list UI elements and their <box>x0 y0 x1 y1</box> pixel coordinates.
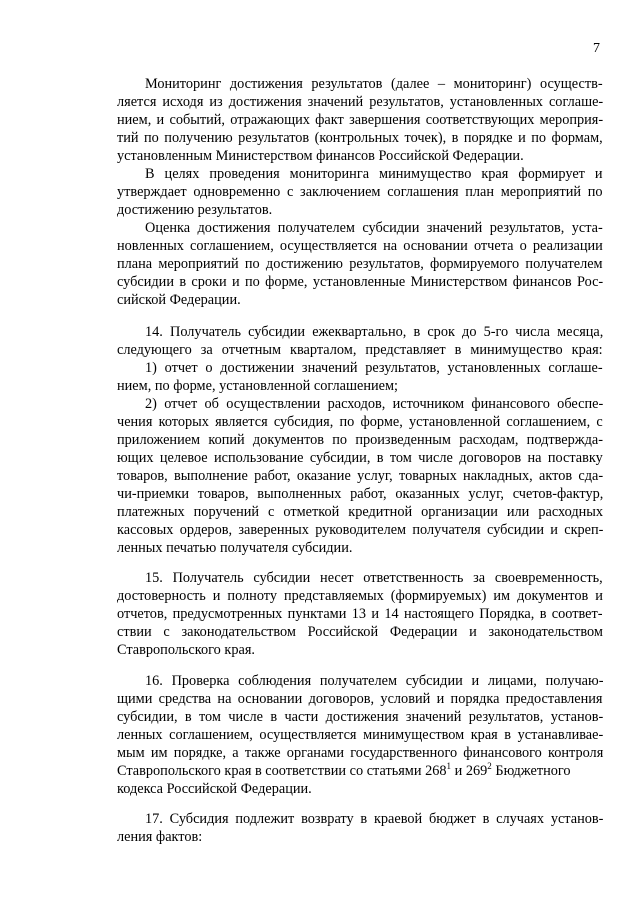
text-line: платежных поручений с отметкой кредитной организации или расходных <box>117 504 604 520</box>
text-line <box>117 762 571 780</box>
text-line: установленным Министерством финансов Российской Федерации. <box>117 148 524 164</box>
text-line: сийской Федерации. <box>117 292 241 308</box>
text-line: щими средства на основании договоров, условий и порядка предоставления <box>117 691 603 707</box>
article-number: 268 <box>425 763 447 779</box>
text-line: 14. Получатель субсидии ежеквартально, в срок до 5-го числа месяца, <box>145 324 604 340</box>
text-line: достижению результатов. <box>117 202 273 218</box>
text-line: новленных соглашением, осуществляется на основании отчета о реализации <box>117 238 603 254</box>
text-line: 1) отчет о достижении значений результатов, установленных соглаше- <box>145 360 603 376</box>
page-number: 7 <box>593 41 600 56</box>
superscript: 1 <box>446 761 452 771</box>
text-line: отчетов, предусмотренных пунктами 13 и 14 настоящего Порядка, в соответ- <box>117 606 603 622</box>
text-line: нием, и событий, отражающих факт завершения соответствующих мероприя- <box>117 112 604 128</box>
text-line: Мониторинг достижения результатов (далее – мониторинг) осуществ- <box>145 76 603 92</box>
text-line: 2) отчет об осуществлении расходов, источником финансового обеспе- <box>145 396 604 412</box>
text-line: чи-приемки товаров, выполненных работ, оказанных услуг, счетов-фактур, <box>117 486 604 502</box>
text-line: ленных соглашением, осуществляется минимуществом края в устанавливае- <box>117 727 604 743</box>
superscript: 2 <box>487 761 492 771</box>
text-line: Ставропольского края. <box>117 642 255 658</box>
text-line: следующего за отчетным кварталом, представляет в минимущество края: <box>117 342 603 358</box>
text-line: ющих целевое использование субсидии, в том числе договоров на поставку <box>117 450 603 466</box>
text-line: мым им порядке, а также органами государственного финансового контроля <box>117 745 604 761</box>
text-line: плана мероприятий по достижению результатов, формируемого получателем <box>117 256 603 272</box>
text-line-segment: Ставропольского края в соответствии со статьями <box>117 763 426 779</box>
text-line: ленных печатью получателя субсидии. <box>117 540 353 556</box>
text-line: субсидии в сроки и по форме, установленные Министерством финансов Рос- <box>117 274 604 290</box>
text-line-segment: Бюджетного <box>491 763 571 779</box>
text-line: 17. Субсидия подлежит возврату в краевой бюджет в случаях установ- <box>145 811 604 827</box>
text-line: нием, по форме, установленной соглашением; <box>117 378 399 394</box>
text-line: тий по получению результатов (контрольных точек), в порядке и по формам, <box>117 130 603 146</box>
text-line: 16. Проверка соблюдения получателем субсидии и лицами, получаю- <box>145 673 604 689</box>
text-line: 15. Получатель субсидии несет ответственность за своевременность, <box>145 570 603 586</box>
text-line: ствии с законодательством Российской Федерации и законодательством <box>117 624 603 640</box>
text-line: ления фактов: <box>117 829 203 845</box>
text-line: ляется исходя из достижения значений результатов, установленных соглаше- <box>117 94 604 110</box>
text-line: Оценка достижения получателем субсидии значений результатов, уста- <box>145 220 603 236</box>
text-line: достоверность и полноту представляемых (формируемых) им документов и <box>117 588 603 604</box>
text-line: кассовых ордеров, заверенных руководителем получателя субсидии и скреп- <box>117 522 604 538</box>
text-line: товаров, выполнение работ, оказание услуг, товарных накладных, актов сда- <box>117 468 604 484</box>
text-line: кодекса Российской Федерации. <box>117 781 312 797</box>
text-line: приложением копий документов по произведенным расходам, подтвержда- <box>117 432 604 448</box>
text-line: утверждает одновременно с заключением соглашения план мероприятий по <box>117 184 603 200</box>
text-line: субсидии, в том числе в части достижения значений результатов, установ- <box>117 709 604 725</box>
text-line: чения которых является субсидия, по форме, установленной соглашением, с <box>117 414 603 430</box>
text-line: В целях проведения мониторинга минимущество края формирует и <box>145 166 603 182</box>
text-line-segment: и 269 <box>451 763 488 779</box>
